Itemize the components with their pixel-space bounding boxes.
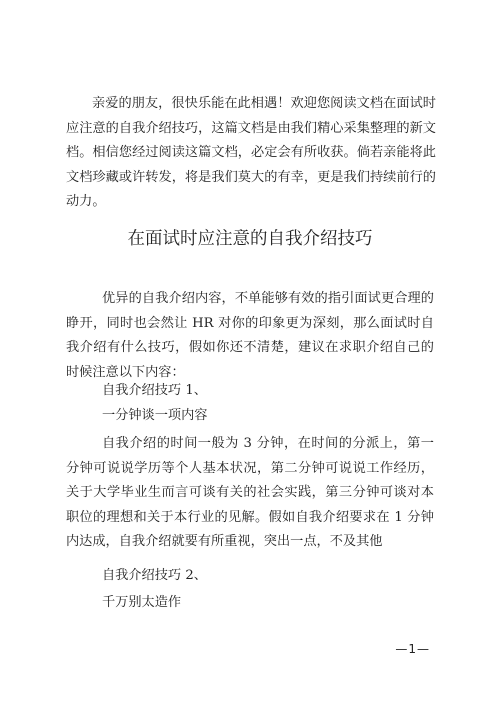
tip-2-subheading: 千万别太造作 (102, 595, 182, 610)
tip-1-subheading: 一分钟谈一项内容 (102, 408, 208, 423)
document-title: 在面试时应注意的自我介绍技巧 (127, 229, 373, 249)
intro-paragraph: 亲爱的朋友，很快乐能在此相遇！欢迎您阅读文档在面试时应注意的自我介绍技巧，这篇文档是由我们精心采集整理的新文档。相信您经过阅读这篇文档，必定会有所收获。倘若亲能将此文档珍藏或许转发，将是我们莫大的有幸，更是我们持续前行的动力。 (66, 96, 436, 209)
tip-2-heading: 自我介绍技巧 2、 (102, 568, 207, 583)
page-number: —1— (395, 642, 430, 656)
tip-1-heading: 自我介绍技巧 1、 (102, 383, 207, 398)
body-paragraph-1: 优异的自我介绍内容，不单能够有效的指引面试更合理的睁开，同时也会然让 HR 对你的印象更为深刻，那么面试时自我介绍有什么技巧，假如你还不清楚，建议在求职介绍自己的时候注意以下内容： (66, 291, 434, 380)
body-paragraph-2: 自我介绍的时间一般为 3 分钟，在时间的分派上，第一分钟可说说学历等个人基本状况，第二分钟可说说工作经历，关于大学毕业生而言可谈有关的社会实践，第三分钟可谈对本职位的理想和关于本行业的见解。假如自我介绍要求在 1 分钟内达成，自我介绍就要有所重视，突出一点，不及其他 (66, 436, 434, 549)
